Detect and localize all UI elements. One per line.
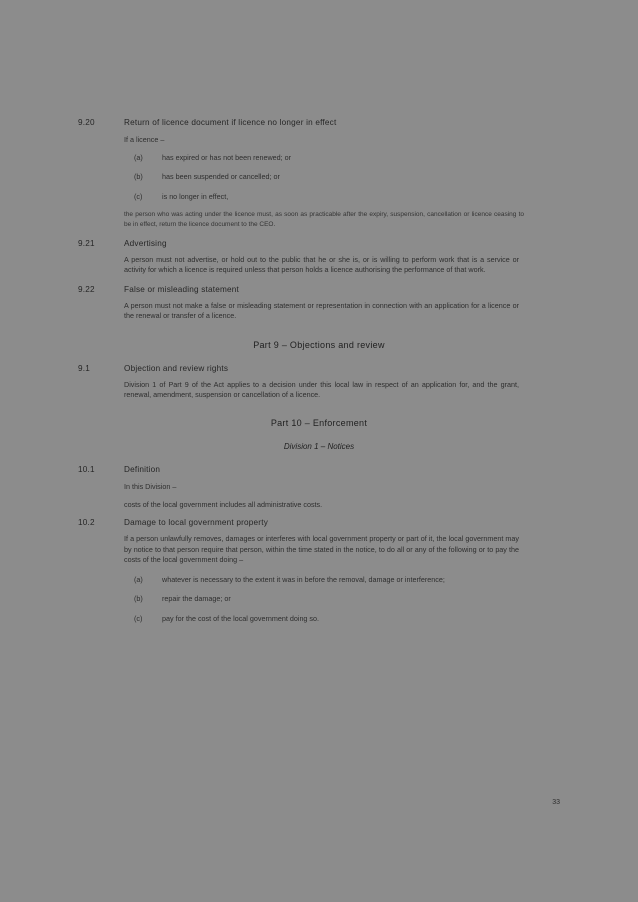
part-10-title: Part 10 – Enforcement [270, 418, 368, 429]
part-9-title: Part 9 – Objections and review [253, 339, 385, 350]
section-heading: Return of licence document if licence no longer in effect [124, 118, 337, 127]
section-9-20 [78, 118, 560, 230]
list-item [134, 613, 517, 624]
section-heading: Definition [124, 465, 161, 475]
list-item [134, 594, 517, 604]
clause-label: (a) [134, 153, 143, 162]
section-number: 9.21 [78, 238, 95, 248]
section-heading: Advertising [124, 238, 167, 248]
section-note: the person who was acting under the licence must, as soon as practicable after the expiry, suspension, cancellation or licence ceasing to be in effect, return the licence document to the CEO. [124, 211, 524, 229]
section-number: 10.2 [78, 518, 95, 528]
section-9-21 [78, 239, 560, 276]
section-number: 9.22 [78, 284, 95, 294]
definition-text: costs of the local government includes all administrative costs. [124, 500, 323, 510]
list-item [134, 191, 517, 202]
clause-text: is no longer in effect, [162, 191, 229, 201]
list-item [134, 153, 517, 163]
page-number: 33 [552, 799, 560, 806]
clause-text: whatever is necessary to the extent it was in before the removal, damage or interference; [162, 574, 445, 584]
section-10-1 [78, 465, 560, 509]
clause-label: (c) [134, 613, 143, 623]
clause-text: has been suspended or cancelled; or [162, 172, 280, 182]
section-lead: In this Division – [124, 482, 177, 492]
section-body: A person must not advertise, or hold out to the public that he or she is, or is willing to perform work that is a service or activity for which a licence is required unless that person holds a licence authorising the performance of that work. [124, 254, 519, 275]
section-lead: If a licence – [124, 135, 165, 144]
clause-list [78, 153, 560, 202]
section-10-2 [78, 518, 560, 624]
clause-label: (b) [134, 594, 143, 604]
section-body: A person must not make a false or misleading statement or representation in connection with an application for a licence or the renewal or transfer of a licence. [124, 300, 519, 321]
clause-text: repair the damage; or [162, 594, 231, 604]
division-title: Division 1 – Notices [283, 442, 355, 452]
section-9-22 [78, 285, 560, 322]
section-heading: Objection and review rights [124, 363, 229, 373]
section-heading: Damage to local government property [124, 518, 268, 528]
section-number: 10.1 [78, 465, 95, 475]
clause-label: (c) [134, 191, 143, 201]
section-heading: False or misleading statement [124, 284, 240, 294]
list-item [134, 574, 517, 585]
section-body: If a person unlawfully removes, damages or interferes with local government property or part of it, the local government may by notice to that person require that person, within the time stated in the notice, to do all or any of the following or to pay the costs of the local government doing – [124, 534, 519, 565]
section-9-1 [78, 364, 560, 401]
clause-text: has expired or has not been renewed; or [162, 153, 292, 162]
list-item [134, 172, 517, 182]
clause-list [78, 575, 560, 624]
section-number: 9.20 [78, 118, 95, 127]
section-body: Division 1 of Part 9 of the Act applies to a decision under this local law in respect of an application for, and the grant, renewal, amendment, suspension or cancellation of a licence. [124, 379, 519, 399]
clause-label: (b) [134, 172, 143, 182]
clause-label: (a) [134, 574, 143, 584]
clause-text: pay for the cost of the local government doing so. [162, 613, 320, 623]
section-number: 9.1 [78, 363, 90, 373]
